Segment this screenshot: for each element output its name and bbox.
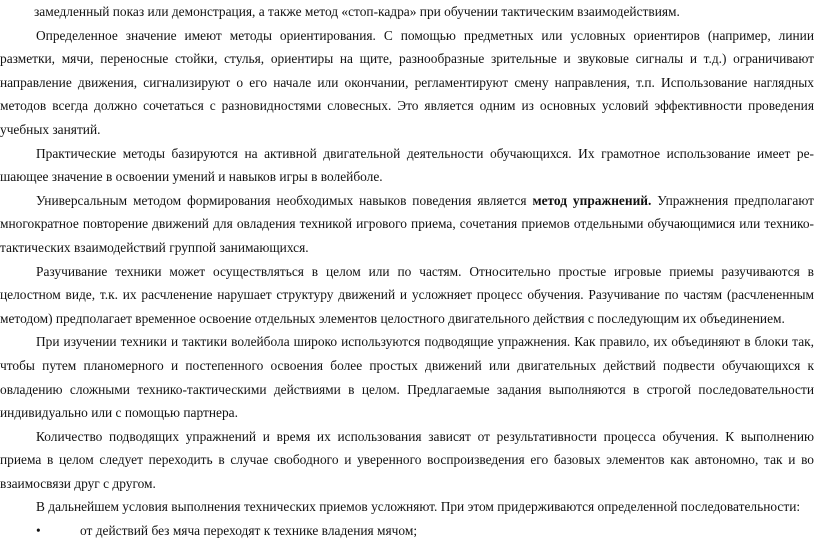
paragraph-0: замедленный показ или демонстрация, а также метод «стоп-кадра» при обучении тактическим взаимодействиям. [34, 4, 680, 19]
paragraph-1: Определенное значение имеют методы ориентирования. С помощью предметных или условных ориентиров (например, линии разметки, мячи, переносные стойки, стулья, ориентиры на щите, разнообразные зрительные и звуковые сигналы и т.д.) ограничивают направление движения, сигнализируют о его начале или окончании, регламентируют смену направления, т.п. Использование наглядных методов всегда должно сочетаться с разновидностями словесных. Это является одним из основных условий эффективности проведения учебных занятий. [0, 27, 814, 137]
paragraph-3-before: Универсальным методом формирования необходимых навыков поведения является [36, 192, 533, 208]
paragraph-3-after: Упражнения предполагают многократное повторение движений для овладения техникой игрового приема, сочетания приемов отдельными обучающимися или технико-тактических взаимодействий группой занимающихся. [0, 192, 815, 255]
bullet-text: от действий без мяча переходят к технике владения мячом; [80, 523, 418, 539]
paragraph-3-bold: метод упражнений. [532, 192, 652, 208]
bullet-symbol: • [36, 523, 41, 539]
paragraph-3 [0, 189, 814, 260]
paragraph-5: При изучении техники и тактики волейбола широко используются подводящие упражнения. Как правило, их объединяют в блоки так, чтобы путем планомерного и постепенного освоения более простых движений или двигательных действий подвести обучающихся к овладению сложными технико-тактическими действиями в целом. Предлагаемые задания выполняются в строгой последовательности индивидуально или с помощью партнера. [0, 334, 814, 421]
bullet-item [0, 519, 814, 543]
paragraph-7: В дальнейшем условия выполнения технических приемов усложняют. При этом придерживаются определенной последовательности: [36, 499, 801, 515]
paragraph-4: Разучивание техники может осуществляться в целом или по частям. Относительно простые игровые приемы разучиваются в целостном виде, т.к. их расчленение нарушает структуру движений и усложняет процесс обучения. Разучивание по частям (расчлененным методом) предполагает временное освоение отдельных элементов целостного двигательного действия с последующим их объединением. [0, 263, 814, 326]
paragraph-6: Количество подводящих упражнений и время их использования зависят от результативности процесса обучения. К выполнению приема в целом следует переходить в случае свободного и уверенного воспроизведения его базовых элементов как автономно, так и во взаимосвязи друг с другом. [0, 428, 814, 491]
paragraph-2: Практические методы базируются на активной двигательной деятельности обучающихся. Их грамотное использование имеет ре-шающее значение в освоении умений и навыков игры в волейболе. [0, 145, 814, 185]
